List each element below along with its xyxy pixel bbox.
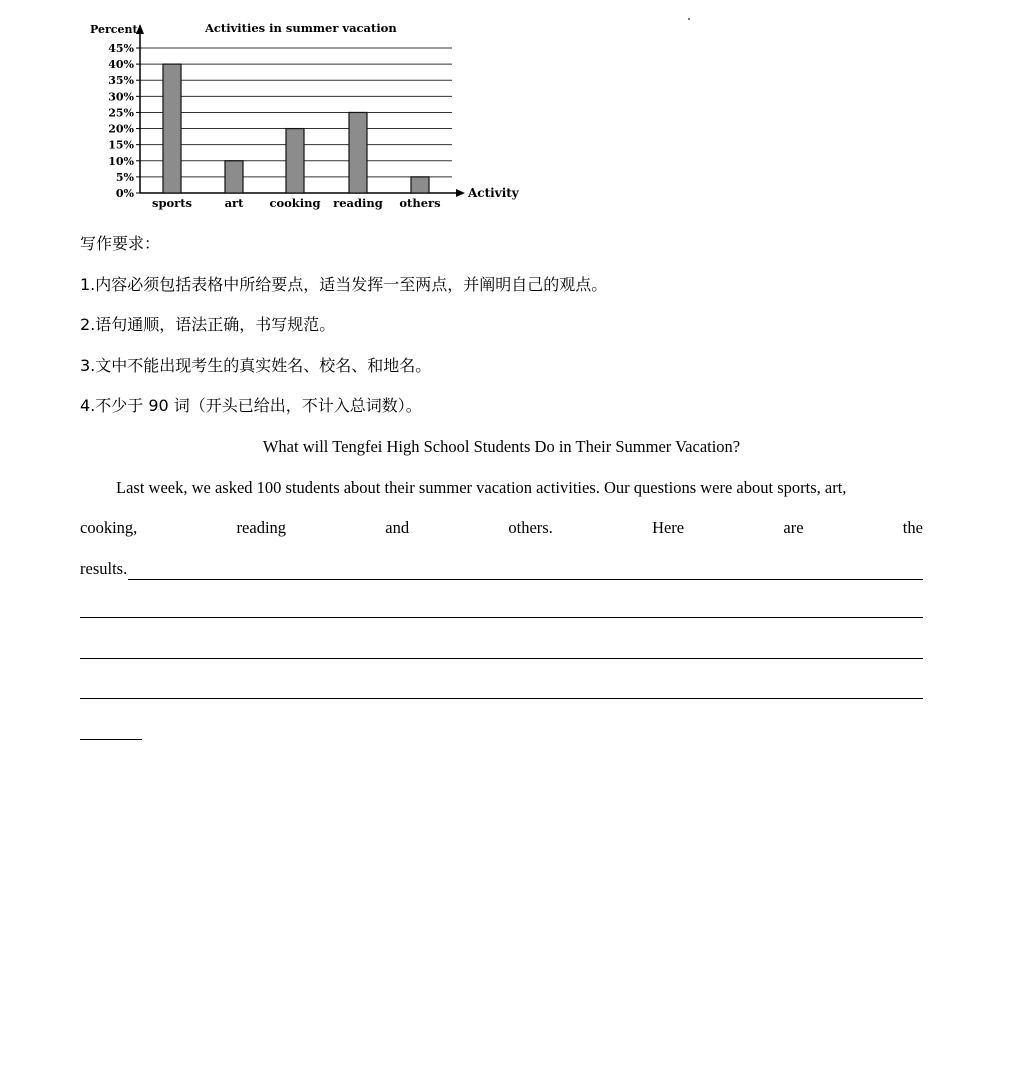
essay-title: What will Tengfei High School Students Do in Their Summer Vacation? <box>262 437 741 456</box>
x-axis-arrow <box>456 189 465 197</box>
bar-reading <box>349 112 367 193</box>
y-tick-label: 30% <box>108 90 134 104</box>
chart-canvas <box>80 14 530 218</box>
y-tick-label: 35% <box>108 74 134 88</box>
x-tick-label: reading <box>333 196 383 210</box>
requirement-2: 2.语句通顺，语法正确，书写规范。 <box>80 315 336 334</box>
requirement-4: 4.不少于 90 词（开头已给出，不计入总词数）。 <box>80 396 422 415</box>
essay-line-3 <box>80 558 923 580</box>
bar-sports <box>163 64 181 193</box>
bar-cooking <box>286 129 304 193</box>
answer-blank-line-short[interactable] <box>80 739 142 740</box>
stray-mark <box>688 18 690 20</box>
y-tick-label: 15% <box>108 138 134 152</box>
y-tick-label: 5% <box>115 170 134 184</box>
essay-word: others. <box>508 518 553 537</box>
bar-others <box>411 177 429 193</box>
y-tick-label: 0% <box>115 187 134 200</box>
essay-word: and <box>385 518 410 537</box>
x-tick-label: cooking <box>269 196 321 210</box>
answer-blank-line[interactable] <box>80 617 923 618</box>
essay-word: the <box>902 518 923 537</box>
y-axis-label: Percent <box>90 23 138 36</box>
bar-art <box>225 161 243 193</box>
essay-line-1: Last week, we asked 100 students about their summer vacation activities. Our questions were about sports, art, <box>116 478 847 497</box>
requirement-3: 3.文中不能出现考生的真实姓名、校名、和地名。 <box>80 356 432 375</box>
chart-title: Activities in summer vacation <box>205 21 397 35</box>
answer-blank-line[interactable] <box>80 698 923 699</box>
y-tick-label: 40% <box>108 58 134 72</box>
essay-word: reading <box>236 518 287 537</box>
x-tick-label: art <box>224 196 244 210</box>
answer-blank-line[interactable] <box>80 658 923 659</box>
essay-line-3-start: results. <box>80 559 128 578</box>
y-tick-label: 20% <box>108 122 134 136</box>
answer-blank-line[interactable] <box>128 561 923 580</box>
essay-line-2 <box>80 517 923 539</box>
y-tick-label: 45% <box>108 42 134 55</box>
y-tick-label: 25% <box>108 106 134 120</box>
y-tick-label: 10% <box>108 154 134 168</box>
bar-chart <box>80 14 530 218</box>
essay-word: are <box>783 518 804 537</box>
requirements-heading: 写作要求： <box>80 234 161 253</box>
essay-word: Here <box>652 518 685 537</box>
x-tick-label: sports <box>151 196 193 210</box>
x-axis-label: Activity <box>468 186 519 200</box>
essay-word: cooking, <box>80 518 138 537</box>
x-tick-label: others <box>399 196 441 210</box>
requirement-1: 1.内容必须包括表格中所给要点，适当发挥一至两点，并阐明自己的观点。 <box>80 275 608 294</box>
